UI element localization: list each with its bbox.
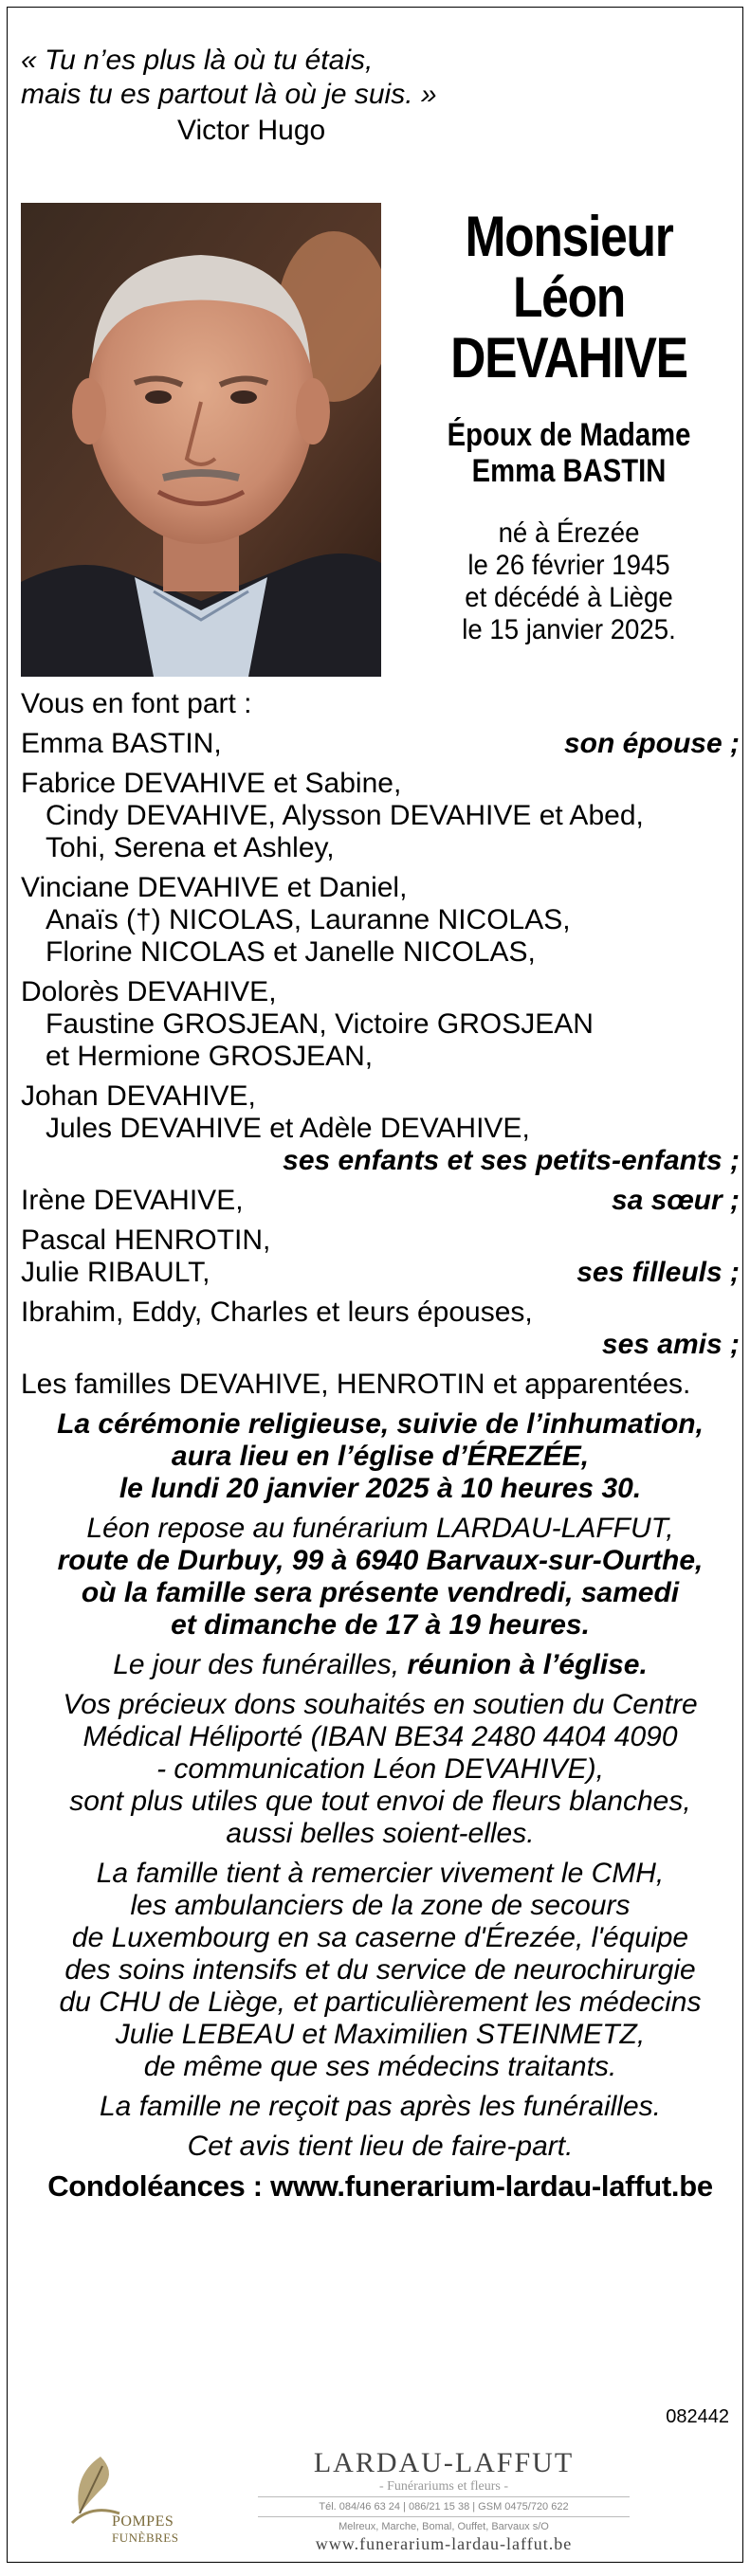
thanks-line: de même que ses médecins traitants. bbox=[143, 2051, 617, 2082]
meeting-prefix: Le jour des funérailles, bbox=[113, 1649, 408, 1680]
reference-number: 082442 bbox=[666, 2406, 729, 2427]
birth-place: né à Érezée bbox=[498, 517, 640, 549]
relation-label: sa sœur ; bbox=[611, 1185, 740, 1216]
donations-line: sont plus utiles que tout envoi de fleurs blanches, bbox=[69, 1786, 691, 1817]
brand-name: LARDAU-LAFFUT bbox=[313, 2447, 575, 2478]
thanks-line: Julie LEBEAU et Maximilien STEINMETZ, bbox=[115, 2019, 646, 2050]
family-line: Tohi, Serena et Ashley, bbox=[46, 832, 335, 863]
ceremony-line: aura lieu en l’église d’ÉREZÉE, bbox=[171, 1441, 590, 1472]
family-group bbox=[21, 1080, 740, 1177]
family-entry bbox=[21, 728, 740, 760]
deceased-first-name: Léon bbox=[512, 265, 626, 329]
funerarium-line: route de Durbuy, 99 à 6940 Barvaux-sur-Ourthe, bbox=[57, 1545, 704, 1576]
website-link[interactable]: www.funerarium-lardau-laffut.be bbox=[315, 2534, 573, 2553]
family-group bbox=[21, 1297, 740, 1361]
family-member: Julie RIBAULT, bbox=[21, 1257, 210, 1288]
thanks-line: des soins intensifs et du service de neurochirurgie bbox=[64, 1954, 696, 1986]
faire-part-notice: Cet avis tient lieu de faire-part. bbox=[187, 2131, 574, 2162]
deceased-name-block bbox=[398, 207, 740, 646]
family-line: Florine NICOLAS et Janelle NICOLAS, bbox=[46, 936, 536, 968]
family-line: Johan DEVAHIVE, bbox=[21, 1080, 256, 1112]
meeting-notice bbox=[21, 1649, 740, 1681]
family-member: Irène DEVAHIVE, bbox=[21, 1185, 244, 1216]
families-line: Les familles DEVAHIVE, HENROTIN et apparentées. bbox=[21, 1369, 691, 1400]
family-group bbox=[21, 1225, 740, 1289]
donations-notice bbox=[21, 1689, 740, 1850]
donations-line: - communication Léon DEVAHIVE), bbox=[156, 1753, 604, 1785]
family-line: Fabrice DEVAHIVE et Sabine, bbox=[21, 768, 402, 799]
family-line: Ibrahim, Eddy, Charles et leurs épouses, bbox=[21, 1297, 533, 1328]
logo-label-line1: POMPES bbox=[112, 2513, 174, 2530]
donations-line: Vos précieux dons souhaités en soutien du Centre bbox=[63, 1689, 698, 1720]
funerarium-line: où la famille sera présente vendredi, samedi bbox=[81, 1577, 680, 1608]
thanks-line: les ambulanciers de la zone de secours bbox=[130, 1890, 631, 1921]
quote-author: Victor Hugo bbox=[177, 115, 326, 146]
family-line: Vinciane DEVAHIVE et Daniel, bbox=[21, 872, 408, 903]
ceremony-line: le lundi 20 janvier 2025 à 10 heures 30. bbox=[119, 1473, 642, 1504]
family-member: Emma BASTIN, bbox=[21, 728, 222, 759]
portrait-photo bbox=[21, 203, 381, 677]
donations-line: aussi belles soient-elles. bbox=[226, 1818, 535, 1849]
relation-label: ses filleuls ; bbox=[576, 1257, 740, 1288]
announce-line: Vous en font part : bbox=[21, 688, 252, 719]
deceased-salutation: Monsieur bbox=[465, 205, 673, 268]
locations: Melreux, Marche, Bomal, Ouffet, Barvaux s/O bbox=[338, 2521, 549, 2532]
ceremony-line: La cérémonie religieuse, suivie de l’inhumation, bbox=[57, 1408, 704, 1440]
divider bbox=[258, 2496, 630, 2497]
family-line: et Hermione GROSJEAN, bbox=[46, 1041, 374, 1072]
family-entry bbox=[21, 1185, 740, 1217]
thanks-line: La famille tient à remercier vivement le CMH, bbox=[96, 1858, 665, 1889]
funerarium-business-card bbox=[239, 2447, 649, 2551]
birth-date: le 26 février 1945 bbox=[467, 550, 670, 581]
donations-line: Médical Héliporté (IBAN BE34 2480 4404 4090 bbox=[82, 1721, 678, 1752]
obituary-page bbox=[7, 7, 743, 2563]
family-line: Faustine GROSJEAN, Victoire GROSJEAN bbox=[46, 1008, 594, 1040]
pompes-funebres-logo bbox=[63, 2447, 205, 2551]
thanks-line: du CHU de Liège, et particulièrement les médecins bbox=[59, 1986, 702, 2018]
deceased-last-name: DEVAHIVE bbox=[450, 326, 687, 390]
spouse-name: Emma BASTIN bbox=[471, 453, 667, 489]
spouse-line: Époux de Madame bbox=[447, 417, 691, 453]
divider bbox=[258, 2516, 630, 2517]
quote-line: « Tu n’es plus là où tu étais, bbox=[21, 45, 374, 76]
funerarium-line: Léon repose au funérarium LARDAU-LAFFUT, bbox=[86, 1513, 674, 1544]
epigraph-quote bbox=[21, 44, 552, 148]
brand-tagline: - Funérariums et fleurs - bbox=[378, 2479, 509, 2494]
family-line: Anaïs (†) NICOLAS, Lauranne NICOLAS, bbox=[46, 904, 571, 935]
family-group bbox=[21, 872, 740, 969]
death-date: le 15 janvier 2025. bbox=[462, 614, 676, 645]
ceremony-notice bbox=[21, 1408, 740, 1505]
family-line: Cindy DEVAHIVE, Alysson DEVAHIVE et Abed, bbox=[46, 800, 644, 831]
meeting-place: réunion à l’église. bbox=[407, 1649, 648, 1680]
relation-label: ses amis ; bbox=[601, 1329, 740, 1360]
logo-label-line2: FUNÈBRES bbox=[112, 2531, 179, 2545]
thanks-notice bbox=[21, 1858, 740, 2083]
relation-label: son épouse ; bbox=[563, 728, 740, 759]
obituary-body bbox=[21, 688, 740, 2203]
relation-label: ses enfants et ses petits-enfants ; bbox=[283, 1145, 740, 1176]
phone-numbers: Tél. 084/46 63 24 | 086/21 15 38 | GSM 0475/720 622 bbox=[319, 2501, 569, 2513]
quote-line: mais tu es partout là où je suis. » bbox=[21, 79, 437, 110]
family-line: Dolorès DEVAHIVE, bbox=[21, 976, 277, 1007]
funerarium-line: et dimanche de 17 à 19 heures. bbox=[171, 1609, 590, 1641]
family-line: Pascal HENROTIN, bbox=[21, 1225, 271, 1256]
funerarium-notice bbox=[21, 1513, 740, 1642]
thanks-line: de Luxembourg en sa caserne d'Érezée, l'équipe bbox=[71, 1922, 689, 1953]
no-visits-notice: La famille ne reçoit pas après les funérailles. bbox=[100, 2091, 661, 2122]
family-group bbox=[21, 768, 740, 864]
condolences-link[interactable]: Condoléances : www.funerarium-lardau-laffut.be bbox=[47, 2169, 713, 2203]
family-group bbox=[21, 976, 740, 1073]
death-place: et décédé à Liège bbox=[465, 582, 673, 613]
family-line: Jules DEVAHIVE et Adèle DEVAHIVE, bbox=[46, 1113, 530, 1144]
